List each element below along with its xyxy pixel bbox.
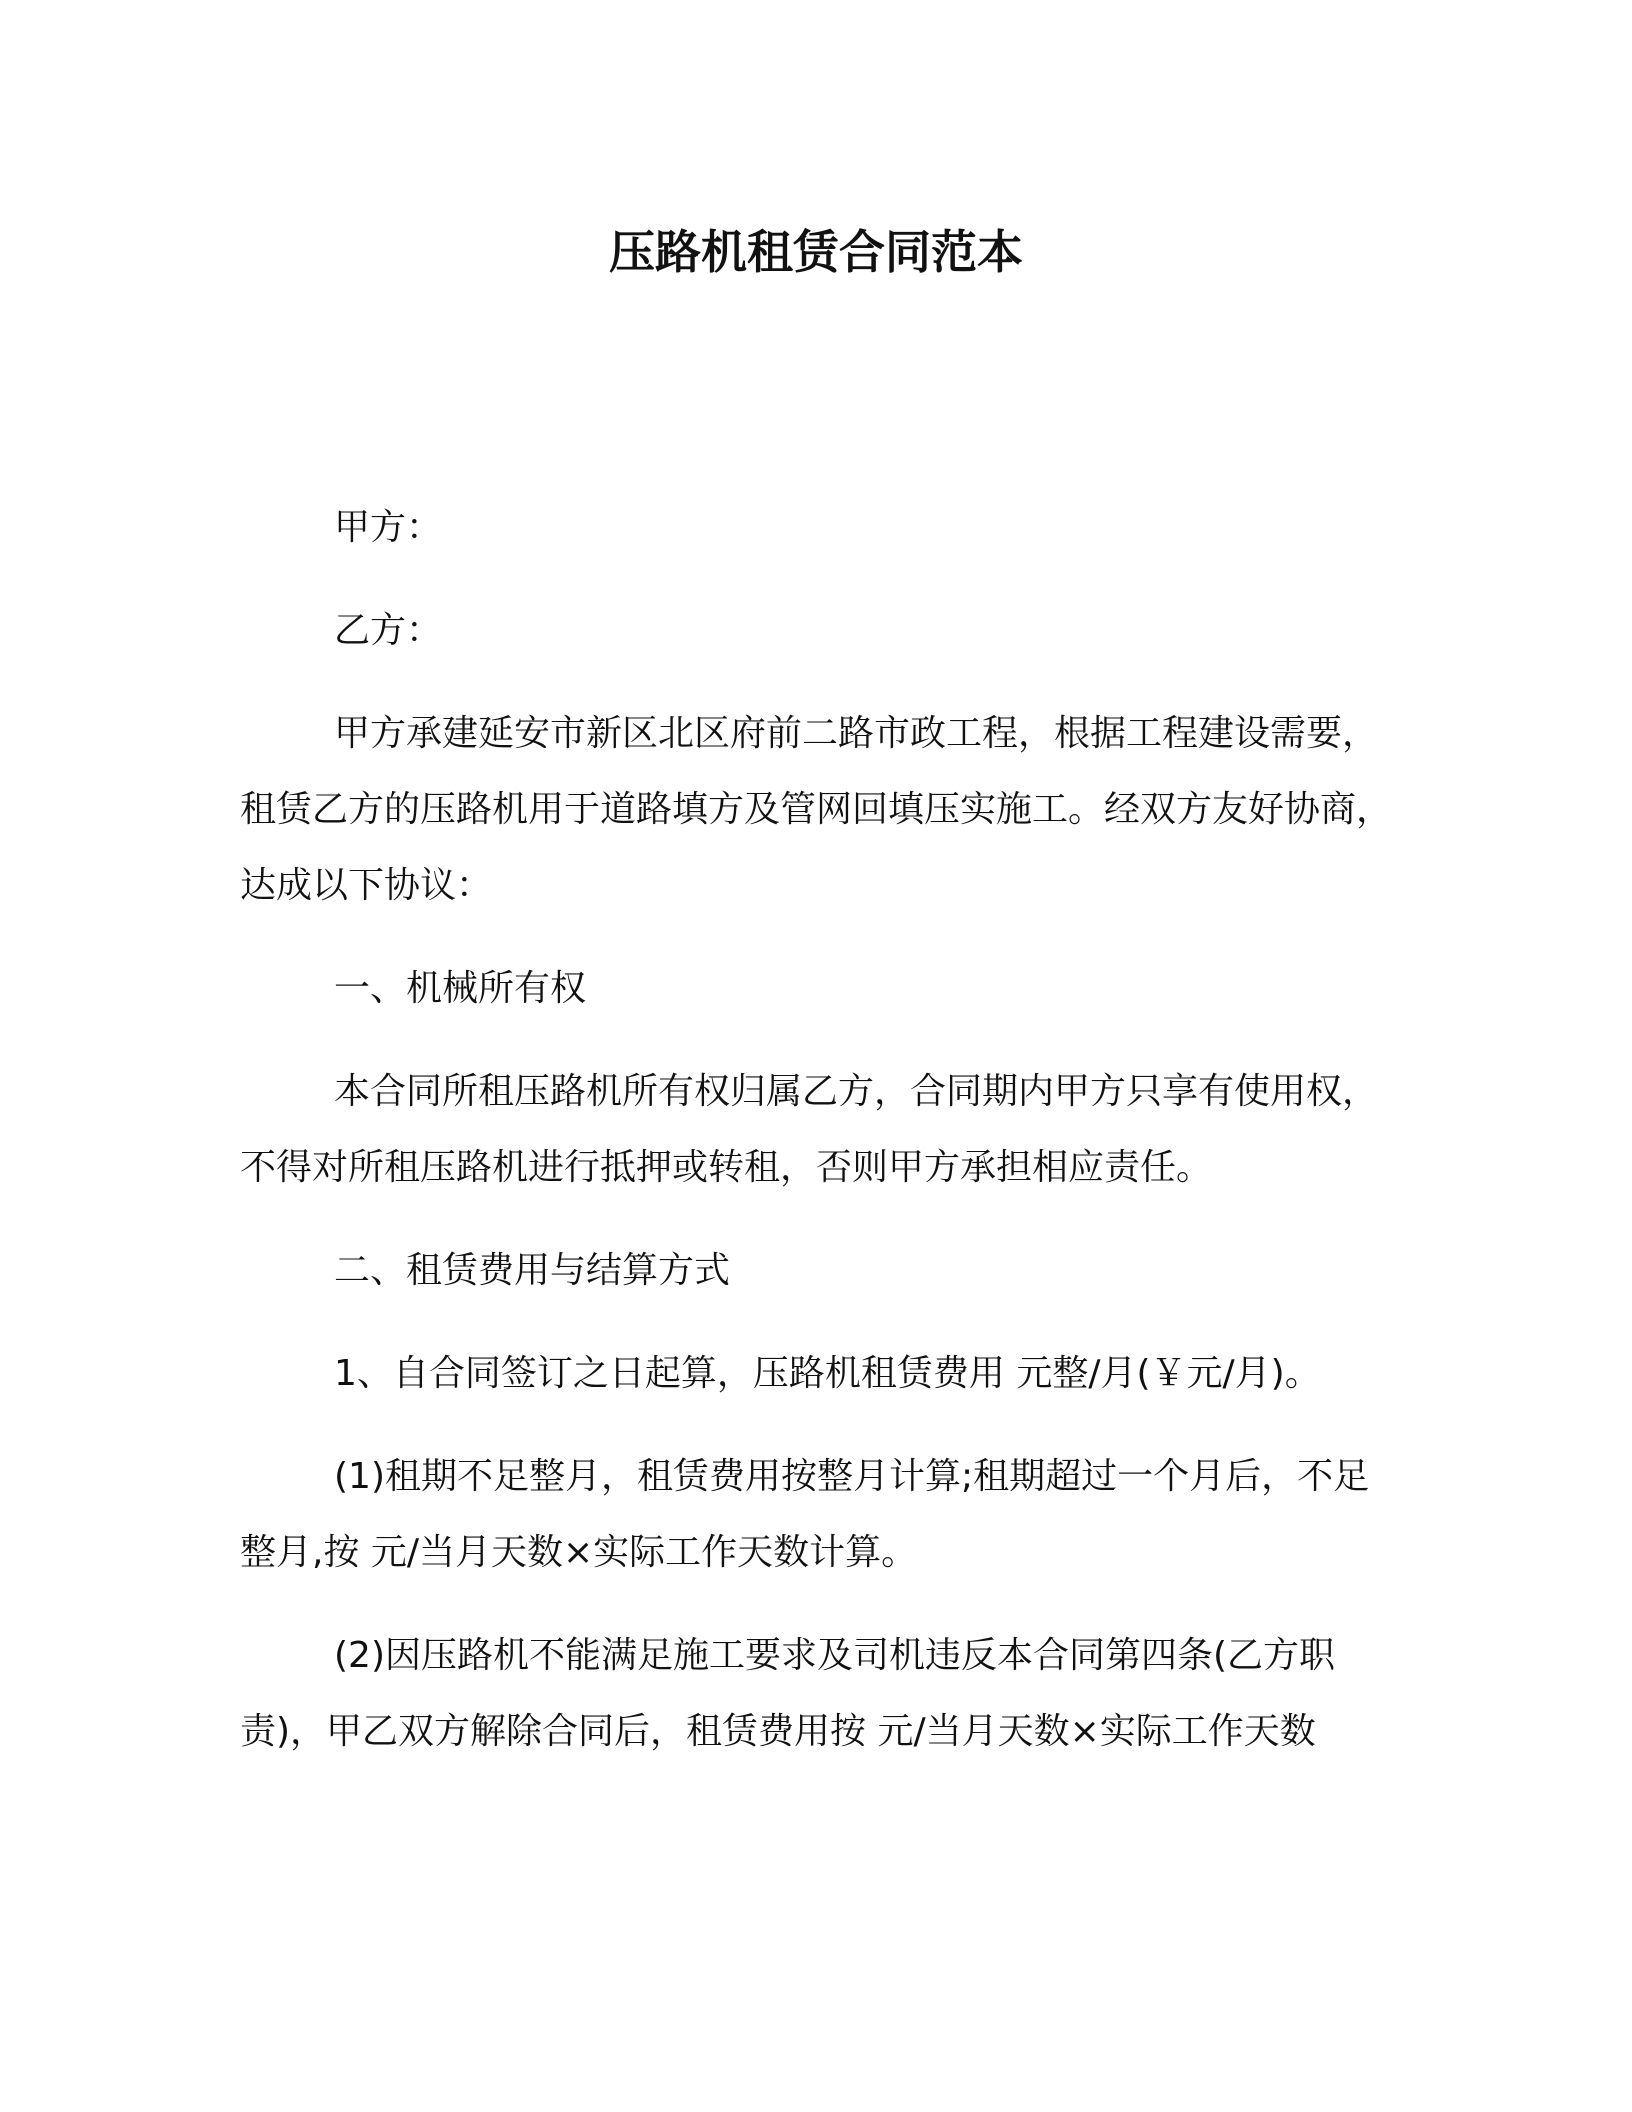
fee-clause-1-1: (1)租期不足整月，租赁费用按整月计算;租期超过一个月后，不足整月,按 元/当月天数×实际工作天数计算。 [240, 1456, 1370, 1573]
fee-clause-1-2: (2)因压路机不能满足施工要求及司机违反本合同第四条(乙方职责)，甲乙双方解除合同后，租赁费用按 元/当月天数×实际工作天数 [240, 1635, 1336, 1752]
document-title: 压路机租赁合同范本 [609, 225, 1023, 279]
party-a-line: 甲方： [334, 507, 443, 548]
party-b-line: 乙方： [334, 610, 443, 651]
document-body [240, 490, 1400, 1770]
preamble-paragraph: 甲方承建延安市新区北区府前二路市政工程，根据工程建设需要，租赁乙方的压路机用于道路填方及管网回填压实施工。经双方友好协商，达成以下协议： [240, 713, 1393, 906]
fee-clause-1: 1、自合同签订之日起算，压路机租赁费用 元整/月(￥元/月)。 [334, 1353, 1321, 1394]
ownership-paragraph: 本合同所租压路机所有权归属乙方，合同期内甲方只享有使用权，不得对所租压路机进行抵押或转租，否则甲方承担相应责任。 [240, 1071, 1379, 1188]
section-heading-fees: 二、租赁费用与结算方式 [334, 1250, 731, 1291]
section-heading-ownership: 一、机械所有权 [334, 968, 587, 1009]
